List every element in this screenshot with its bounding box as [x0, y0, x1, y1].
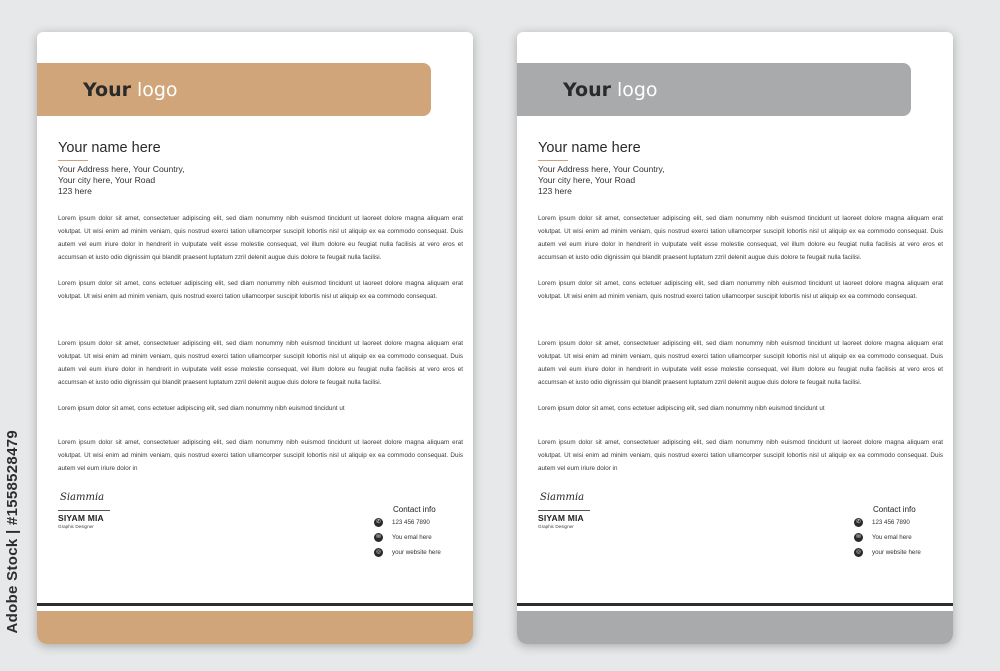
signature-line — [58, 510, 110, 511]
signature: Siammia — [60, 492, 105, 503]
logo-text — [563, 79, 658, 101]
letterhead-beige — [37, 32, 473, 644]
logo-text — [83, 79, 178, 101]
mail-icon: ✉ — [854, 533, 863, 542]
footer-bar — [37, 611, 473, 644]
body-paragraph-3: Lorem ipsum dolor sit amet, consectetuer adipiscing elit, sed diam nonummy nibh euismod tincidunt ut laoreet dolore magna aliquam erat volutpat. Ut wisi enim ad minim veniam, quis nostrud exerci tation ullamcorper suscipit lobortis nisl ut aliquip ex ea commodo consequat. Duis autem vel eum iriure dolor in hendrerit in vulputate velit esse molestie consequat, vel illum dolore eu feugiat nulla facilisis at vero eros et accumsan et iusto odio dignissim qui blandit praesent luptatum zzril delenit augue duis dolore te feugait nulla facilisi. — [58, 340, 463, 386]
body-paragraph-2: Lorem ipsum dolor sit amet, cons ectetuer adipiscing elit, sed diam nonummy nibh euismod tincidunt ut laoreet dolore magna aliquam erat volutpat. Ut wisi enim ad minim veniam, quis nostrud exerci tation ullamcorper suscipit lobortis nisl ut aliquip ex ea commodo consequat. — [58, 280, 463, 300]
sender-name: Your name here — [538, 140, 641, 156]
phone-icon: ✆ — [854, 518, 863, 527]
signer-name: SIYAM MIA — [58, 513, 104, 523]
body-paragraph-2: Lorem ipsum dolor sit amet, cons ectetuer adipiscing elit, sed diam nonummy nibh euismod tincidunt ut laoreet dolore magna aliquam erat volutpat. Ut wisi enim ad minim veniam, quis nostrud exerci tation ullamcorper suscipit lobortis nisl ut aliquip ex ea commodo consequat. — [538, 280, 943, 300]
body-paragraph-5: Lorem ipsum dolor sit amet, consectetuer adipiscing elit, sed diam nonummy nibh euismod tincidunt ut laoreet dolore magna aliquam erat volutpat. Ut wisi enim ad minim veniam, quis nostrud exerci tation ullamcorper suscipit lobortis nisl ut aliquip ex ea commodo consequat. Duis autem vel eum iriure dolor in — [538, 439, 943, 472]
email-text: You emal here — [392, 534, 432, 541]
address-line-3: 123 here — [58, 186, 92, 196]
sender-name: Your name here — [58, 140, 161, 156]
email-text: You emal here — [872, 534, 912, 541]
body-paragraph-3: Lorem ipsum dolor sit amet, consectetuer adipiscing elit, sed diam nonummy nibh euismod tincidunt ut laoreet dolore magna aliquam erat volutpat. Ut wisi enim ad minim veniam, quis nostrud exerci tation ullamcorper suscipit lobortis nisl ut aliquip ex ea commodo consequat. Duis autem vel eum iriure dolor in hendrerit in vulputate velit esse molestie consequat, vel illum dolore eu feugiat nulla facilisis at vero eros et accumsan et iusto odio dignissim qui blandit praesent luptatum zzril delenit augue duis dolore te feugait nulla facilisi. — [538, 340, 943, 386]
contact-website — [374, 547, 441, 558]
contact-phone — [374, 517, 430, 528]
sender-address — [58, 164, 358, 197]
contact-website — [854, 547, 921, 558]
globe-icon: ◎ — [374, 548, 383, 557]
globe-icon: ◎ — [854, 548, 863, 557]
signature: Siammia — [540, 492, 585, 503]
sender-address — [538, 164, 838, 197]
logo-word-logo: logo — [616, 79, 658, 101]
logo-word-logo: logo — [136, 79, 178, 101]
address-line-1: Your Address here, Your Country, — [538, 164, 665, 174]
mail-icon: ✉ — [374, 533, 383, 542]
logo-word-your: Your — [83, 79, 131, 101]
signature-line — [538, 510, 590, 511]
body-paragraph-4: Lorem ipsum dolor sit amet, cons ectetuer adipiscing elit, sed diam nonummy nibh euismod tincidunt ut — [58, 405, 345, 412]
letterhead-gray — [517, 32, 953, 644]
stock-id-watermark: Adobe Stock | #1558528479 — [4, 430, 21, 634]
signer-title: Graphic Designer — [58, 524, 94, 529]
website-text: your website here — [392, 549, 441, 556]
phone-text: 123 456 7890 — [392, 519, 430, 526]
address-line-2: Your city here, Your Road — [538, 175, 636, 185]
body-paragraph-4: Lorem ipsum dolor sit amet, cons ectetuer adipiscing elit, sed diam nonummy nibh euismod tincidunt ut — [538, 405, 825, 412]
contact-email — [854, 532, 912, 543]
phone-icon: ✆ — [374, 518, 383, 527]
contact-email — [374, 532, 432, 543]
address-line-3: 123 here — [538, 186, 572, 196]
signer-title: Graphic Designer — [538, 524, 574, 529]
phone-text: 123 456 7890 — [872, 519, 910, 526]
contact-title: Contact info — [873, 505, 916, 514]
address-line-2: Your city here, Your Road — [58, 175, 156, 185]
contact-title: Contact info — [393, 505, 436, 514]
footer-divider — [37, 603, 473, 606]
footer-bar — [517, 611, 953, 644]
name-underline — [538, 160, 568, 161]
body-paragraph-5: Lorem ipsum dolor sit amet, consectetuer adipiscing elit, sed diam nonummy nibh euismod tincidunt ut laoreet dolore magna aliquam erat volutpat. Ut wisi enim ad minim veniam, quis nostrud exerci tation ullamcorper suscipit lobortis nisl ut aliquip ex ea commodo consequat. Duis autem vel eum iriure dolor in — [58, 439, 463, 472]
name-underline — [58, 160, 88, 161]
signer-name: SIYAM MIA — [538, 513, 584, 523]
body-paragraph-1: Lorem ipsum dolor sit amet, consectetuer adipiscing elit, sed diam nonummy nibh euismod tincidunt ut laoreet dolore magna aliquam erat volutpat. Ut wisi enim ad minim veniam, quis nostrud exerci tation ullamcorper suscipit lobortis nisl ut aliquip ex ea commodo consequat. Duis autem vel eum iriure dolor in hendrerit in vulputate velit esse molestie consequat, vel illum dolore eu feugiat nulla facilisis at vero eros et accumsan et iusto odio dignissim qui blandit praesent luptatum zzril delenit augue duis dolore te feugait nulla facilisi. — [538, 215, 943, 261]
address-line-1: Your Address here, Your Country, — [58, 164, 185, 174]
footer-divider — [517, 603, 953, 606]
contact-phone — [854, 517, 910, 528]
website-text: your website here — [872, 549, 921, 556]
body-paragraph-1: Lorem ipsum dolor sit amet, consectetuer adipiscing elit, sed diam nonummy nibh euismod tincidunt ut laoreet dolore magna aliquam erat volutpat. Ut wisi enim ad minim veniam, quis nostrud exerci tation ullamcorper suscipit lobortis nisl ut aliquip ex ea commodo consequat. Duis autem vel eum iriure dolor in hendrerit in vulputate velit esse molestie consequat, vel illum dolore eu feugiat nulla facilisis at vero eros et accumsan et iusto odio dignissim qui blandit praesent luptatum zzril delenit augue duis dolore te feugait nulla facilisi. — [58, 215, 463, 261]
logo-word-your: Your — [563, 79, 611, 101]
